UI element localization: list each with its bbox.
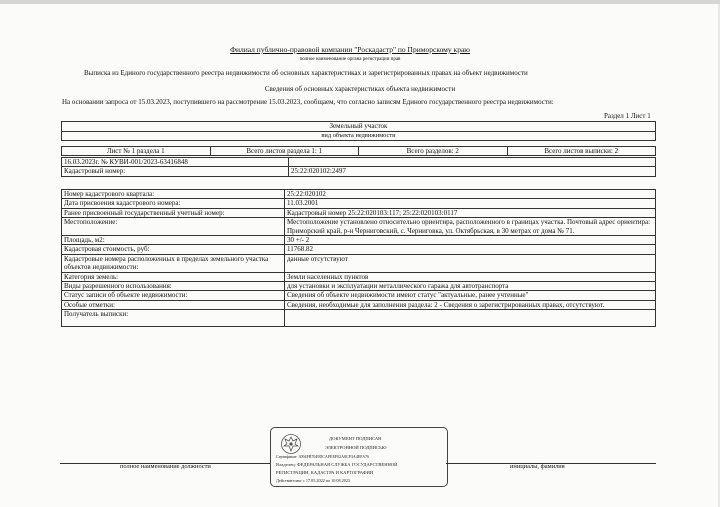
- property-row: [62, 190, 656, 199]
- stamp-owner1: Владелец: ФЕДЕРАЛЬНАЯ СЛУЖБА ГОСУДАРСТВЕННОЙ: [276, 462, 398, 467]
- property-row: [62, 272, 656, 281]
- property-row: [62, 254, 656, 272]
- property-label: Площадь, м2:: [62, 236, 285, 245]
- property-value: Кадастровый номер 25:22:020103:117; 25:22:020103:0117: [285, 208, 656, 217]
- properties-table: [61, 189, 656, 327]
- property-value: [285, 310, 656, 327]
- property-label: Категория земель:: [62, 272, 285, 281]
- property-value: 11768.82: [285, 245, 656, 254]
- property-row: [62, 218, 656, 236]
- org-caption: полное наименование органа регистрации прав: [299, 57, 401, 62]
- total-extract: Всего листов выписки: 2: [507, 147, 656, 156]
- sheet-section: Лист № 1 раздела 1: [62, 147, 211, 156]
- property-value: Земли населенных пунктов: [285, 272, 656, 281]
- property-value: Сведения об объекте недвижимости имеют статус "актуальные, ранее учтенные": [285, 291, 656, 300]
- basis-text: На основании запроса от 15.03.2023, поступившего на рассмотрение 15.03.2023, сообщаем, что согласно записям Единого государственного реестра недвижимости:: [62, 98, 554, 106]
- property-row: [62, 300, 656, 309]
- initials-caption: инициалы, фамилия: [510, 463, 565, 470]
- property-row: [62, 291, 656, 300]
- property-label: Статус записи об объекте недвижимости:: [62, 291, 285, 300]
- property-value: Местоположение установлено относительно ориентира, расположенного в границах участка. Почтовый адрес ориентира: Приморский край, р-н Черниговский, с. Черниговка, ул. Октябрьская, в 30 метрах от дома № 71.: [285, 218, 656, 236]
- property-value: 11.03.2001: [285, 199, 656, 208]
- property-row: [62, 310, 656, 327]
- property-row: [62, 236, 656, 245]
- cadastral-number-value: 25:22:020102:2497: [289, 167, 656, 176]
- property-label: Кадастровые номера расположенных в пределах земельного участка объектов недвижимости:: [62, 254, 285, 272]
- sheets-table: [61, 146, 656, 156]
- property-value: Сведения, необходимые для заполнения раздела: 2 - Сведения о зарегистрированных правах, отсутствуют.: [285, 300, 656, 309]
- property-row: [62, 199, 656, 208]
- object-type-caption: вид объекта недвижимости: [62, 132, 656, 141]
- property-label: Номер кадастрового квартала:: [62, 190, 285, 199]
- object-type-table: [61, 121, 656, 141]
- object-type: Земельный участок: [62, 122, 656, 132]
- property-label: Ранее присвоенный государственный учетный номер:: [62, 208, 285, 217]
- stamp-valid: Действителен: с 17.05.2022 по 10.08.2023: [276, 478, 351, 483]
- cadastral-number-label: Кадастровый номер:: [62, 167, 289, 176]
- total-section: Всего листов раздела 1: 1: [210, 147, 359, 156]
- stamp-cert: Сертификат: 3094FB7049DCAFEEF02A8CF3A4EFA76: [276, 454, 370, 459]
- extract-number: 16.03.2023г. № КУВИ-001/2023-63416848: [62, 158, 289, 167]
- section-title: Сведения об основных характеристиках объекта недвижимости: [264, 85, 456, 93]
- property-value: для установки и эксплуатации металлического гаража для автотранспорта: [285, 282, 656, 291]
- stamp-line2: ЭЛЕКТРОННОЙ ПОДПИСЬЮ: [325, 445, 387, 450]
- property-row: [62, 245, 656, 254]
- property-value: 25:22:020102: [285, 190, 656, 199]
- property-label: Особые отметки:: [62, 300, 285, 309]
- eagle-emblem-icon: [280, 433, 302, 455]
- property-label: Виды разрешенного использования:: [62, 282, 285, 291]
- section-sheet: Раздел 1 Лист 1: [604, 112, 651, 120]
- property-row: [62, 208, 656, 217]
- extract-title: Выписка из Единого государственного реестра недвижимости об основных характеристиках и зарегистрированных правах на объект недвижимости: [84, 69, 528, 77]
- total-sections: Всего разделов: 2: [359, 147, 508, 156]
- extract-number-table: [61, 157, 656, 177]
- property-value: 30 +/- 2: [285, 236, 656, 245]
- electronic-signature-stamp: [270, 427, 448, 487]
- stamp-owner2: РЕГИСТРАЦИИ, КАДАСТРА И КАРТОГРАФИИ: [276, 470, 374, 475]
- property-label: Кадастровая стоимость, руб:: [62, 245, 285, 254]
- org-name: Филиал публично-правовой компании "Роскадастр" по Приморскому краю: [230, 45, 470, 54]
- position-caption: полное наименование должности: [120, 463, 211, 470]
- stamp-line1: ДОКУМЕНТ ПОДПИСАН: [329, 436, 382, 441]
- property-row: [62, 282, 656, 291]
- property-label: Дата присвоения кадастрового номера:: [62, 199, 285, 208]
- property-label: Местоположение:: [62, 218, 285, 236]
- extract-number-blank: [289, 158, 656, 167]
- property-value: данные отсутствуют: [285, 254, 656, 272]
- property-label: Получатель выписки:: [62, 310, 285, 327]
